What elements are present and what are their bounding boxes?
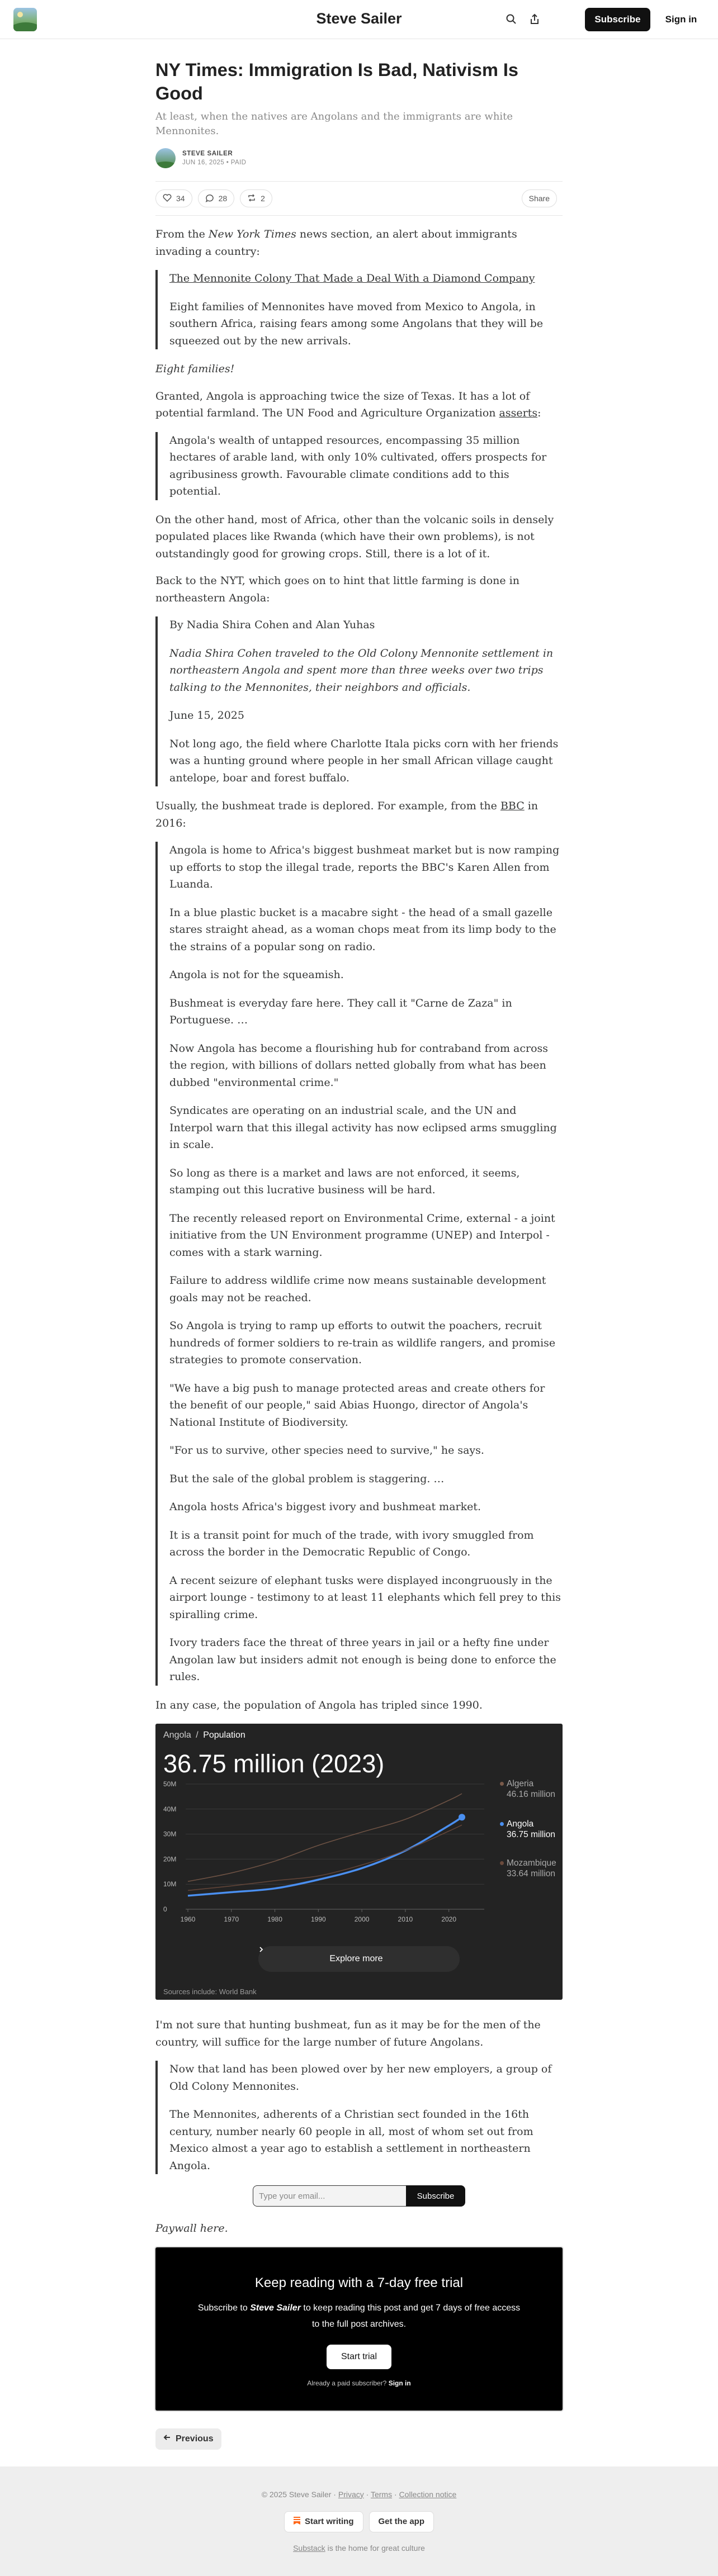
paragraph: In any case, the population of Angola has tripled since 1990. (155, 1699, 483, 1711)
like-button[interactable] (155, 189, 192, 207)
chart-headline: 36.75 million (2023) (163, 1749, 385, 1778)
blockquote: Angola's wealth of untapped resources, encompassing 35 million hectares of arable land, with only 10% cultivated, offers prospects for agribusiness growth. Favourable climate conditions add to this potential. (155, 432, 563, 500)
substack-icon (294, 2517, 300, 2527)
x-tick-label: 2000 (354, 1915, 370, 1923)
nyt-article-link[interactable]: The Mennonite Colony That Made a Deal With a Diamond Company (169, 272, 535, 284)
post-title: NY Times: Immigration Is Bad, Nativism Is Good (155, 60, 519, 103)
paragraph: Granted, Angola is approaching twice the size of Texas. It has a lot of potential farmland. The UN Food and Agriculture Organization asserts: (155, 390, 541, 419)
paragraph: From the New York Times news section, an alert about immigrants invading a country: (155, 228, 517, 258)
legend-angola[interactable]: Angola 36.75 million (507, 1819, 555, 1840)
paragraph: Usually, the bushmeat trade is deplored. For example, from the BBC in 2016: (155, 800, 538, 829)
restack-button[interactable] (240, 189, 272, 207)
arrow-left-icon (163, 2433, 171, 2444)
fao-link[interactable]: asserts (499, 407, 538, 419)
author-name[interactable]: STEVE SAILER (182, 150, 233, 157)
y-tick-label: 40M (163, 1805, 177, 1813)
paragraph: Back to the NYT, which goes on to hint that little farming is done in northeastern Angola: (155, 575, 520, 604)
y-tick-label: 30M (163, 1830, 177, 1838)
y-tick-label: 20M (163, 1855, 177, 1863)
comment-count: 28 (218, 194, 228, 203)
legend-algeria[interactable]: Algeria 46.16 million (507, 1778, 555, 1800)
paragraph: Paywall here. (155, 2222, 228, 2235)
blockquote: The Mennonite Colony That Made a Deal With a Diamond Company Eight families of Mennonites have moved from Mexico to Angola, in southern Africa, raising fears among some Angolans that they will be squeezed out by the new arrivals. (155, 270, 563, 349)
signin-button[interactable]: Sign in (665, 14, 697, 25)
footer-tagline: Substack is the home for great culture (293, 2543, 425, 2553)
x-tick-label: 2020 (441, 1915, 457, 1923)
post-body (155, 216, 563, 2237)
header-icons (504, 12, 541, 26)
x-tick-label: 1970 (224, 1915, 239, 1923)
start-writing-button[interactable]: Start writing (284, 2511, 363, 2532)
x-tick-label: 2010 (398, 1915, 413, 1923)
restack-count: 2 (261, 194, 265, 203)
y-tick-label: 0 (163, 1905, 167, 1913)
paragraph: Eight families! (155, 363, 235, 375)
x-tick-label: 1990 (310, 1915, 326, 1923)
share-button[interactable]: Share (522, 189, 557, 207)
paywall-card (155, 2247, 563, 2411)
blockquote: Angola is home to Africa's biggest bushmeat market but is now ramping up efforts to stop the illegal trade, reports the BBC's Karen Allen from Luanda. In a blue plastic bucket is a macabre sight - the head of a small gazelle stares straight ahead, as a woman chops meat from its limp body to the the strains of a popular song on radio. Angola is not for the squeamish. Bushmeat is everyday fare here. They call it "Carne de Zaza" in Portuguese. … Now Angola has become a flourishing hub for contraband from across the region, with billions of dollars netted globally from what has been dubbed "environmental crime." Syndicates are operating on an industrial scale, and the UN and Interpol warn that this illegal activity has now eclipsed arms smuggling in scale. So long as there is a market and laws are not enforced, it seems, stamping out this lucrative business will be hard. The recently released report on Environmental Crime, external - a joint initiative from the UN Environment programme (UNEP) and Interpol - comes with a stark warning. Failure to address wildlife crime now means sustainable development goals may not be reached. So Angola is trying to ramp up efforts to outwit the poachers, recruit hundreds of former soldiers to re-train as wildlife rangers, and promise strategies to promote conservation. "We have a big push to manage protected areas and create others for the benefit of our people," said Abias Huongo, director of Angola's National Institute of Biodiversity. "For us to survive, other species need to survive," he says. But the sale of the global problem is staggering. … Angola hosts Africa's biggest ivory and bushmeat market. It is a transit point for much of the trade, with ivory smuggled from across the border in the Democratic Republic of Congo. A recent seizure of elephant tusks were displayed incongruously in the airport lounge - testimony to at least 11 elephants which fell prey to this spiralling crime. Ivory traders face the threat of three years in jail or a hefty fine under Angolan law but insiders admit not enough is being done to enforce the rules. (155, 842, 563, 1686)
already-subscriber: Already a paid subscriber? Sign in (307, 2379, 411, 2387)
paragraph: I'm not sure that hunting bushmeat, fun as it may be for the men of the country, will suffice for the large number of future Angolans. (155, 2019, 541, 2048)
footer-links: © 2025 Steve Sailer · Privacy · Terms · Collection notice (261, 2489, 457, 2499)
previous-post-button[interactable]: Previous (155, 2428, 221, 2450)
email-input[interactable]: Type your email... (253, 2185, 406, 2207)
paywall-signin-link[interactable]: Sign in (388, 2379, 411, 2387)
comment-icon (205, 193, 214, 204)
x-tick-label: 1960 (180, 1915, 196, 1923)
chart-sources: Sources include: World Bank (163, 1987, 257, 1996)
series-line-mozambique (188, 1825, 462, 1890)
terms-link[interactable]: Terms (370, 2489, 393, 2499)
restack-icon (247, 193, 256, 204)
footer (0, 2466, 718, 2576)
x-tick-label: 1980 (267, 1915, 282, 1923)
explore-more-button[interactable]: Explore more (258, 1946, 460, 1972)
author-avatar[interactable] (155, 148, 176, 168)
signup-subscribe-button[interactable]: Subscribe (406, 2185, 465, 2207)
comments-button[interactable] (198, 189, 235, 207)
subscribe-button[interactable]: Subscribe (585, 8, 650, 31)
y-tick-label: 50M (163, 1780, 177, 1788)
start-trial-button[interactable]: Start trial (327, 2345, 391, 2369)
byline (155, 146, 563, 170)
like-count: 34 (176, 194, 185, 203)
series-line-algeria (188, 1794, 462, 1881)
y-tick-label: 10M (163, 1880, 177, 1889)
substack-link[interactable]: Substack (293, 2543, 325, 2553)
post (155, 39, 563, 2450)
site-title[interactable]: Steve Sailer (316, 10, 402, 27)
legend-dot (500, 1861, 504, 1865)
population-chart[interactable] (155, 1724, 563, 2000)
legend-dot (500, 1822, 504, 1826)
blockquote: By Nadia Shira Cohen and Alan Yuhas Nadia Shira Cohen traveled to the Old Colony Mennonite settlement in northeastern Angola and spent more than three weeks over two trips talking to the Mennonites, their neighbors and officials. June 15, 2025 Not long ago, the field where Charlotte Itala picks corn with her friends was a hunting ground where people in her small African village caught antelope, boar and forest buffalo. (155, 616, 563, 786)
post-actions (155, 181, 563, 216)
legend-dot (500, 1782, 504, 1786)
privacy-link[interactable]: Privacy (338, 2489, 364, 2499)
collection-notice-link[interactable]: Collection notice (399, 2489, 457, 2499)
blockquote: Now that land has been plowed over by her new employers, a group of Old Colony Mennonites. The Mennonites, adherents of a Christian sect founded in the 16th century, number nearly 60 people in all, most of whom set out from Mexico almost a year ago to establish a settlement in northeastern Angola. (155, 2061, 563, 2174)
bbc-link[interactable]: BBC (500, 800, 525, 812)
series-endpoint-angola (459, 1814, 465, 1820)
paywall-text: Subscribe to Steve Sailer to keep reading this post and get 7 days of free access to the full post archives. (197, 2303, 521, 2329)
share-icon[interactable] (528, 12, 541, 26)
get-app-button[interactable]: Get the app (369, 2511, 434, 2532)
post-subtitle: At least, when the natives are Angolans and the immigrants are white Mennonites. (155, 111, 513, 137)
top-bar (0, 0, 718, 39)
paywall-heading: Keep reading with a 7-day free trial (254, 2275, 464, 2290)
legend-mozambique[interactable]: Mozambique 33.64 million (507, 1858, 556, 1879)
heart-icon (163, 194, 172, 203)
search-icon[interactable] (504, 12, 518, 26)
post-date: JUN 16, 2025 • PAID (182, 159, 247, 166)
email-signup (155, 2185, 563, 2207)
paragraph: On the other hand, most of Africa, other than the volcanic soils in densely populated places like Rwanda (which have their own problems), is not outstandingly good for growing crops. Still, there is a lot of it. (155, 513, 554, 560)
chart-breadcrumb: Angola / Population (163, 1730, 245, 1740)
